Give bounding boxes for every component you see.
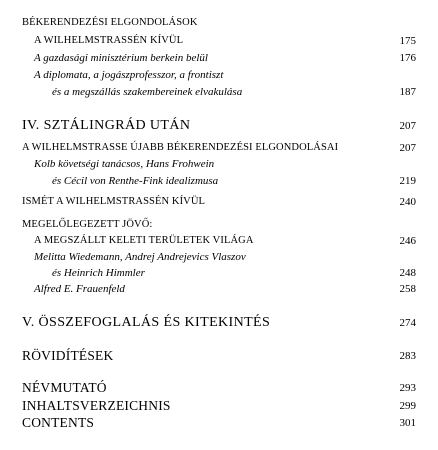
toc-part-heading [0, 415, 438, 433]
toc-entry [0, 175, 438, 191]
toc-entry-title: A MEGSZÁLLT KELETI TERÜLETEK VILÁGA [34, 235, 254, 246]
toc-entry [0, 196, 438, 212]
toc-entry-title: RÖVIDÍTÉSEK [22, 348, 114, 363]
toc-entry [0, 52, 438, 68]
toc-entry [0, 267, 438, 283]
toc-part-heading [0, 398, 438, 416]
toc-entry-title: és Cécil von Renthe-Fink idealizmusa [52, 175, 219, 187]
toc-entry-title: CONTENTS [22, 415, 95, 430]
toc-entry-title: V. ÖSSZEFOGLALÁS ÉS KITEKINTÉS [22, 315, 271, 330]
toc-entry-title: A WILHELMSTRASSÉN KÍVÜL [34, 35, 184, 46]
toc-part-heading [0, 118, 438, 138]
toc-entry [0, 235, 438, 251]
toc-entry [0, 17, 438, 33]
toc-entry-page: 246 [399, 235, 416, 247]
toc-entry-title: és a megszállás szakembereinek elvakulása [52, 86, 243, 98]
toc-entry-title: és Heinrich Himmler [52, 267, 145, 279]
toc-entry-page: 187 [399, 86, 416, 98]
toc-entry-page: 248 [399, 267, 416, 279]
toc-entry-page: 258 [399, 283, 416, 295]
toc-entry-page: 293 [399, 382, 416, 394]
toc-entry-title: A diplomata, a jogászprofesszor, a frontiszt [34, 69, 224, 81]
toc-entry-page: 240 [399, 196, 416, 208]
toc-entry [0, 219, 438, 235]
toc-entry-page: 283 [399, 350, 416, 362]
toc-entry-page: 274 [399, 317, 416, 329]
toc-entry-title: MEGELŐLEGEZETT JÖVŐ: [22, 219, 153, 230]
toc-entry-title: INHALTSVERZEICHNIS [22, 398, 171, 413]
toc-entry-page: 301 [399, 417, 416, 429]
toc-entry-page: 207 [399, 142, 416, 154]
toc-entry [0, 35, 438, 51]
toc-entry-page: 175 [399, 35, 416, 47]
toc-entry [0, 69, 438, 85]
toc-entry-title: A gazdasági minisztérium berkein belül [34, 52, 208, 64]
toc-entry-page: 299 [399, 400, 416, 412]
toc-entry-title: Melitta Wiedemann, Andrej Andrejevics Vlaszov [34, 251, 246, 263]
toc-part-heading [0, 315, 438, 335]
toc-entry-page: 207 [399, 120, 416, 132]
toc-entry [0, 142, 438, 158]
toc-entry [0, 158, 438, 174]
toc-entry-title: NÉVMUTATÓ [22, 380, 107, 395]
toc-entry [0, 283, 438, 299]
toc-entry-page: 176 [399, 52, 416, 64]
toc-entry-page: 219 [399, 175, 416, 187]
toc-part-heading [0, 348, 438, 368]
toc-entry-title: A WILHELMSTRASSE ÚJABB BÉKERENDEZÉSI ELGONDOLÁSAI [22, 142, 339, 153]
toc-entry-title: BÉKERENDEZÉSI ELGONDOLÁSOK [22, 17, 198, 28]
toc-entry-title: IV. SZTÁLINGRÁD UTÁN [22, 118, 191, 133]
toc-part-heading [0, 380, 438, 398]
toc-entry-title: Alfred E. Frauenfeld [34, 283, 125, 295]
toc-entry-title: ISMÉT A WILHELMSTRASSÉN KÍVÜL [22, 196, 206, 207]
toc-entry [0, 251, 438, 267]
toc-entry-title: Kolb követségi tanácsos, Hans Frohwein [34, 158, 215, 170]
toc-entry [0, 86, 438, 102]
